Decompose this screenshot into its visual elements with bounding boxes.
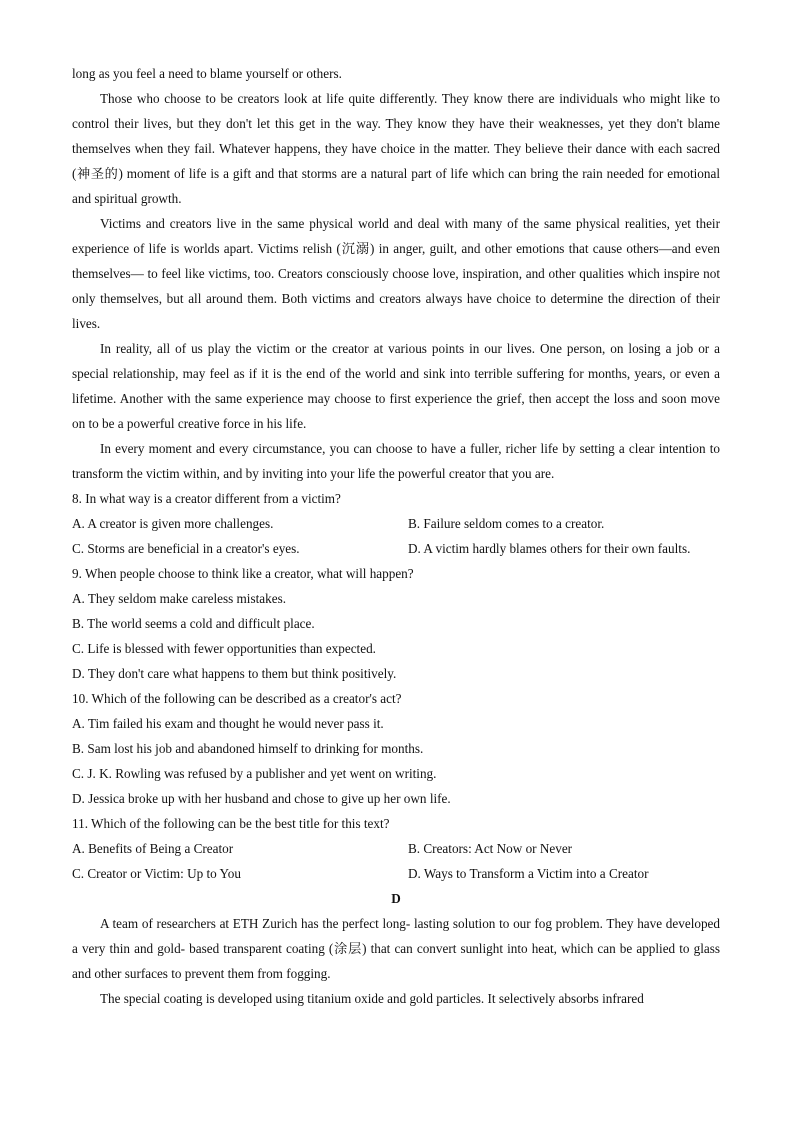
option-b: B. Sam lost his job and abandoned himself to drinking for months.: [72, 741, 424, 756]
question-stem: 8. In what way is a creator different from a victim?: [72, 491, 341, 506]
question-stem: 9. When people choose to think like a creator, what will happen?: [72, 566, 414, 581]
passage-c-paragraph-2: Victims and creators live in the same physical world and deal with many of the same physical realities, yet their experience of life is worlds apart. Victims relish (沉溺) in anger, guilt, and other emotions that cause others—and even themselves— to feel like victims, too. Creators consciously choose love, inspiration, and other qualities which inspire not only themselves, but all around them. Both victims and creators always have choice to determine the direction of their lives.: [72, 216, 720, 331]
option-c: C. Life is blessed with fewer opportunities than expected.: [72, 641, 376, 656]
question-8: [72, 486, 720, 561]
page-content: [72, 61, 720, 1011]
option-d: D. Ways to Transform a Victim into a Creator: [408, 866, 649, 881]
option-c: C. Storms are beneficial in a creator's eyes.: [72, 541, 300, 556]
option-a: A. A creator is given more challenges.: [72, 516, 274, 531]
question-stem: 10. Which of the following can be described as a creator's act?: [72, 691, 402, 706]
option-b: B. The world seems a cold and difficult place.: [72, 616, 315, 631]
option-d: D. Jessica broke up with her husband and chose to give up her own life.: [72, 791, 451, 806]
passage-c-paragraph-4: In every moment and every circumstance, you can choose to have a fuller, richer life by setting a clear intention to transform the victim within, and by inviting into your life the powerful creator that you are.: [72, 441, 720, 481]
passage-c-paragraph-1: Those who choose to be creators look at life quite differently. They know there are individuals who might like to control their lives, but they don't let this get in the way. They know they have their weaknesses, yet they don't blame themselves when they fail. Whatever happens, they have choice in the matter. They believe their dance with each sacred (神圣的) moment of life is a gift and that storms are a natural part of life which can bring the rain needed for emotional and spiritual growth.: [72, 91, 720, 206]
passage-d-paragraph-2: The special coating is developed using titanium oxide and gold particles. It selectively absorbs infrared: [100, 991, 644, 1006]
option-a: A. Benefits of Being a Creator: [72, 841, 234, 856]
question-9: [72, 561, 720, 686]
option-d: D. A victim hardly blames others for their own faults.: [408, 541, 691, 556]
options-row: [72, 861, 720, 886]
option-b: B. Failure seldom comes to a creator.: [408, 516, 605, 531]
passage-c-paragraph-0: long as you feel a need to blame yourself or others.: [72, 66, 342, 81]
passage-c-paragraph-3: In reality, all of us play the victim or the creator at various points in our lives. One person, on losing a job or a special relationship, may feel as if it is the end of the world and sink into terrible suffering for months, years, or even a lifetime. Another with the same experience may choose to first experience the grief, then accept the loss and soon move on to be a powerful creative force in his life.: [72, 341, 720, 431]
option-c: C. J. K. Rowling was refused by a publisher and yet went on writing.: [72, 766, 437, 781]
options-row: [72, 536, 720, 561]
passage-d-paragraph-1: A team of researchers at ETH Zurich has the perfect long- lasting solution to our fog problem. They have developed a very thin and gold- based transparent coating (涂层) that can convert sunlight into heat, which can be applied to glass and other surfaces to prevent them from fogging.: [72, 916, 720, 981]
option-a: A. They seldom make careless mistakes.: [72, 591, 286, 606]
options-row: [72, 511, 720, 536]
section-heading: D: [391, 891, 401, 906]
question-10: [72, 686, 720, 811]
question-11: [72, 811, 720, 886]
option-d: D. They don't care what happens to them but think positively.: [72, 666, 397, 681]
option-a: A. Tim failed his exam and thought he would never pass it.: [72, 716, 384, 731]
question-stem: 11. Which of the following can be the best title for this text?: [72, 816, 390, 831]
options-row: [72, 836, 720, 861]
option-c: C. Creator or Victim: Up to You: [72, 866, 241, 881]
option-b: B. Creators: Act Now or Never: [408, 841, 573, 856]
